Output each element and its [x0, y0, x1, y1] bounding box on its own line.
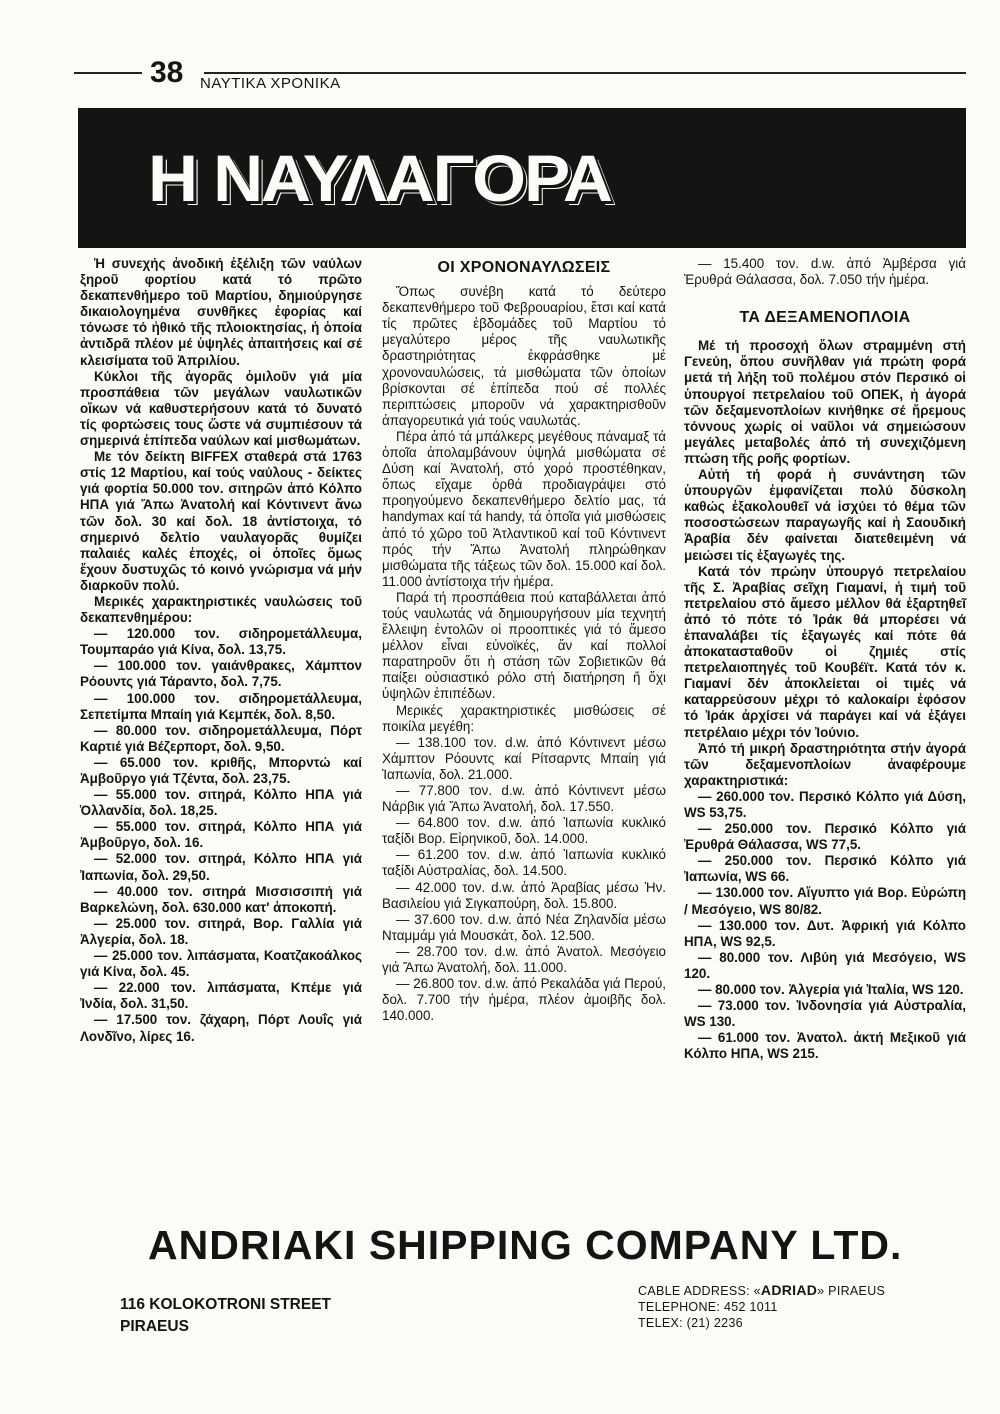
- charter-entry: — 65.000 τον. κριθῆς, Μπορντώ καί Ἀμβοῦργο γιά Τζέντα, δολ. 23,75.: [80, 754, 362, 786]
- tanker-entry: — 130.000 τον. Δυτ. Ἀφρική γιά Κόλπο ΗΠΑ, WS 92,5.: [684, 917, 966, 949]
- cable-suffix: » PIRAEUS: [817, 1284, 886, 1298]
- advertiser-company-name: ANDRIAKI SHIPPING COMPANY LTD.: [148, 1222, 903, 1268]
- charter-entry: — 120.000 τον. σιδηρομετάλλευμα, Τουμπαράο γιά Κίνα, δολ. 13,75.: [80, 626, 362, 658]
- timecharter-entry: — 77.800 τον. d.w. ἀπό Κόντινεντ μέσω Νάρβικ γιά Ἄπω Ἀνατολή, δολ. 17.550.: [382, 783, 666, 815]
- address-street: 116 KOLOKOTRONI STREET: [120, 1296, 332, 1313]
- telex: TELEX: (21) 2236: [638, 1316, 743, 1330]
- advertiser-contact: [638, 1282, 885, 1331]
- advertiser-address: [120, 1294, 331, 1338]
- cable-address: [638, 1282, 885, 1299]
- charter-entry: — 55.000 τον. σιτηρά, Κόλπο ΗΠΑ γιά Ἀμβοῦργο, δολ. 16.: [80, 819, 362, 851]
- section-heading-timecharters: ΟΙ ΧΡΟΝΟΝΑΥΛΩΣΕΙΣ: [437, 259, 611, 276]
- charter-entry: — 25.000 τον. λιπάσματα, Κοατζακοάλκος γιά Κίνα, δολ. 45.: [80, 948, 362, 980]
- charter-entry: — 80.000 τον. σιδηρομετάλλευμα, Πόρτ Καρτιέ γιά Βέζερπορτ, δολ. 9,50.: [80, 722, 362, 754]
- tanker-entry: — 61.000 τον. Ἀνατολ. ἀκτή Μεξικοῦ γιά Κόλπο ΗΠΑ, WS 215.: [684, 1030, 966, 1062]
- paragraph: Ἀπό τή μικρή δραστηριότητα στήν ἀγορά τῶν δεξαμενοπλοίων ἀναφέρουμε χαρακτηριστικά:: [684, 740, 966, 788]
- timecharter-entry: — 64.800 τον. d.w. ἀπό Ἰαπωνία κυκλικό ταξίδι Βορ. Εἰρηνικοῦ, δολ. 14.000.: [382, 815, 666, 847]
- tanker-entry: — 73.000 τον. Ἰνδονησία γιά Αὐστραλία, WS 130.: [684, 998, 966, 1030]
- header-rule-right: [204, 72, 966, 74]
- timecharter-entry: — 61.200 τον. d.w. ἀπό Ἰαπωνία κυκλικό ταξίδι Αὐστραλίας, δολ. 14.500.: [382, 847, 666, 879]
- column-right: [684, 256, 966, 1063]
- tanker-entry: — 80.000 τον. Ἀλγερία γιά Ἰταλία, WS 120.: [698, 982, 964, 998]
- timecharter-entry: — 26.800 τον. d.w. ἀπό Ρεκαλάδα γιά Περού, δολ. 7.700 τήν ἡμέρα, πλέον ἀμοιβῆς δολ. 140.000.: [382, 976, 666, 1024]
- section-heading-tankers: ΤΑ ΔΕΞΑΜΕΝΟΠΛΟΙΑ: [739, 309, 911, 327]
- paragraph: Αὐτή τή φορά ἡ συνάντηση τῶν ὑπουργῶν ἐμφανίζεται πολύ δύσκολη καθώς ἐξακολουθεῖ νά ἰσχύει τό θέμα τῶν ποσοστώσεων παραγωγῆς καί ἡ Σαουδική Ἀραβία δέν φαίνεται διατεθειμένη νά μειώσει τίς ἐξαγωγές της.: [684, 467, 966, 563]
- timecharter-entry: — 42.000 τον. d.w. ἀπό Ἀραβίας μέσω Ἠν. Βασιλείου γιά Σιγκαπούρη, δολ. 15.800.: [382, 879, 666, 911]
- column-left: [80, 256, 362, 1045]
- paragraph: Παρά τή προσπάθεια πού καταβάλλεται ἀπό τούς ναυλωτάς νά δημιουργήσουν μία τεχνητή ἔλλειψη ἐντολῶν οἱ προοπτικές γιά τό ἄμεσο μέλλον εἶναι εὐνοϊκές, ἄν καί πολλοί παρατηροῦν ὅτι ἡ στάση τῶν Σοβιετικῶν θά παίξει οὐσιαστικό ρόλο στή διατήρηση ἤ ὄχι ὑψηλῶν ἐπιπέδων.: [382, 589, 666, 702]
- paragraph: Πέρα ἀπό τά μπάλκερς μεγέθους πάναμαξ τά ὁποῖα ἀπολαμβάνουν ὑψηλά μισθώματα σέ Δύση καί Ἀνατολή, στό χορό προστέθηκαν, ὅπως εἴχαμε ὀρθά προδιαγράψει στό προηγούμενο δεκαπενθήμερο δελτίο μας, τά handymax καί τά handy, τά ὁποῖα γιά μισθώσεις ἀπό τό χῶρο τοῦ Ἀτλαντικοῦ καί τοῦ Κόντινεντ πρός τήν Ἄπω Ἀνατολή πληρώθηκαν μισθώματα τῆς τάξεως τῶν δολ. 15.000 καί δολ. 11.000 ἀντίστοιχα τήν ἡμέρα.: [382, 428, 666, 589]
- paragraph: Κατά τόν πρώην ὑπουργό πετρελαίου τῆς Σ. Ἀραβίας σεῖχη Γιαμανί, ἡ τιμή τοῦ πετρελαίου στό ἄμεσο μέλλον θά ἐξαρτηθεῖ ἀπό τό πότε τό Ἰράκ θά μπορέσει νά ἐπαναλάβει τίς ἐξαγωγές καί πότε θά ἀποκατασταθοῦν οἱ ζημιές στίς πετρελαιοπηγές τοῦ Κουβέϊτ. Κατά τόν κ. Γιαμανί δέν ἀποκλείεται οἱ τιμές νά καταρρεύσουν μέχρι τό καλοκαίρι ἐφόσον τό Ἰράκ ἀρχίσει νά παράγει καί νά ἐξάγει πετρέλαιο μέχρι τόν Ἰούνιο.: [684, 563, 966, 740]
- paragraph: Με τόν δείκτη BIFFEX σταθερά στά 1763 στίς 12 Μαρτίου, καί τούς ναύλους - δείκτες γιά φορτία 50.000 τον. σιτηρῶν ἀπό Κόλπο ΗΠΑ γιά Ἄπω Ἀνατολή καί Κόντινεντ ἄνω τῶν δολ. 30 καί δολ. 18 ἀντίστοιχα, τό σημερινό δελτίο ναυλαγορᾶς θυμίζει παλαιές καλές ἐποχές, οἱ ὁποῖες ὅμως ἔχουν δυστυχῶς τό κοινό γνώρισμα νά μήν διαρκοῦν πολύ.: [80, 449, 362, 593]
- charter-entry: — 52.000 τον. σιτηρά, Κόλπο ΗΠΑ γιά Ἰαπωνία, δολ. 29,50.: [80, 851, 362, 883]
- page-header: [74, 56, 966, 102]
- paragraph: Μέ τή προσοχή ὅλων στραμμένη στή Γενεύη, ὅπου συνῆλθαν γιά πρώτη φορά μετά τή λήξη τοῦ πολέμου στόν Περσικό οἱ ὑπουργοί πετρελαίου τοῦ ΟΠΕΚ, ἡ ἀγορά τῶν δεξαμενοπλοίων κινήθηκε σέ ἤρεμους τόννους χωρίς οἱ ναῦλοι νά σημειώσουν μεγάλες μεταβολές ἀπό τή συνεχιζόμενη πτώση τῆς ροῆς φορτίων.: [684, 338, 966, 466]
- charter-entry: — 22.000 τον. λιπάσματα, Κπέμε γιά Ἰνδία, δολ. 31,50.: [80, 980, 362, 1012]
- column-middle: [382, 256, 666, 1024]
- tanker-entry: — 260.000 τον. Περσικό Κόλπο γιά Δύση, WS 53,75.: [684, 788, 966, 820]
- charter-entry: — 40.000 τον. σιτηρά Μισσισσιπή γιά Βαρκελώνη, δολ. 630.000 κατ' ἀποκοπή.: [80, 883, 362, 915]
- address-city: PIRAEUS: [120, 1318, 189, 1335]
- charter-entry: — 17.500 τον. ζάχαρη, Πόρτ Λουΐς γιά Λονδῖνο, λίρες 16.: [80, 1012, 362, 1044]
- page-number: 38: [150, 56, 184, 89]
- tanker-entry: — 130.000 τον. Αἴγυπτο γιά Βορ. Εὐρώπη / Μεσόγειο, WS 80/82.: [684, 885, 966, 917]
- paragraph: Μερικές χαρακτηριστικές μισθώσεις σέ ποικίλα μεγέθη:: [382, 702, 666, 734]
- charter-entry: — 100.000 τον. γαιάνθρακες, Χάμπτον Ρόουντς γιά Τάραντο, δολ. 7,75.: [80, 658, 362, 690]
- section-banner: [78, 108, 966, 248]
- timecharter-entry: — 37.600 τον. d.w. ἀπό Νέα Ζηλανδία μέσω Νταμμάμ γιά Μουσκάτ, δολ. 12.500.: [382, 911, 666, 943]
- paragraph: Ὅπως συνέβη κατά τό δεύτερο δεκαπενθήμερο τοῦ Φεβρουαρίου, ἔτσι καί κατά τίς πρῶτες ἑβδομάδες τοῦ Μαρτίου τό μεγαλύτερο μέρος τῆς ναυλωτικῆς δραστηριότητας ἐκφράσθηκε μέ χρονοναυλώσεις, τά μισθώματα τῶν ὁποίων βρίσκονται σέ ἐπίπεδα πού σέ πολλές περιπτώσεις μποροῦν νά χαρακτηρισθοῦν ἀπαγορευτικά γιά τούς ναυλωτάς.: [382, 284, 666, 428]
- cable-prefix: CABLE ADDRESS: «: [638, 1284, 761, 1298]
- charter-entry: — 55.000 τον. σιτηρά, Κόλπο ΗΠΑ γιά Ὁλλανδία, δολ. 18,25.: [80, 787, 362, 819]
- section-title: Η ΝΑΥΛΑΓΟΡΑ: [148, 141, 611, 215]
- publication-name: ΝΑΥΤΙΚΑ ΧΡΟΝΙΚΑ: [200, 75, 341, 92]
- cable-name: ADRIAD: [760, 1282, 818, 1298]
- header-rule-left: [74, 72, 142, 74]
- tanker-entry: — 80.000 τον. Λιβύη γιά Μεσόγειο, WS 120.: [684, 949, 966, 981]
- charter-entry: — 100.000 τον. σιδηρομετάλλευμα, Σεπετίμπα Μπαίη γιά Κεμπέκ, δολ. 8,50.: [80, 690, 362, 722]
- timecharter-entry: — 15.400 τον. d.w. ἀπό Ἀμβέρσα γιά Ἐρυθρά Θάλασσα, δολ. 7.050 τήν ἡμέρα.: [684, 256, 966, 288]
- paragraph: Ἡ συνεχής ἀνοδική ἐξέλιξη τῶν ναύλων ξηροῦ φορτίου κατά τό πρῶτο δεκαπενθήμερο τοῦ Μαρτίου, δημιούργησε δικαιολογημένα συνθῆκες ἐφορίας καί τόνωσε τό ἠθικό τῆς πλοιοκτησίας, ἡ ὁποία ἀντιδρᾶ πλέον μέ ὑψηλές ἀπαιτήσεις καί σέ κλεισίματα τοῦ Ἀπριλίου.: [80, 256, 362, 368]
- timecharter-entry: — 138.100 τον. d.w. ἀπό Κόντινεντ μέσω Χάμπτον Ρόουντς καί Ρίτσαρντς Μπαίη γιά Ἰαπωνία, δολ. 21.000.: [382, 734, 666, 782]
- tanker-entry: — 250.000 τον. Περσικό Κόλπο γιά Ἰαπωνία, WS 66.: [684, 853, 966, 885]
- telephone: TELEPHONE: 452 1011: [638, 1300, 778, 1314]
- timecharter-entry: — 28.700 τον. d.w. ἀπό Ἀνατολ. Μεσόγειο γιά Ἄπω Ἀνατολή, δολ. 11.000.: [382, 943, 666, 976]
- tanker-entry: — 250.000 τον. Περσικό Κόλπο γιά Ἐρυθρά Θάλασσα, WS 77,5.: [684, 821, 966, 853]
- charter-entry: — 25.000 τον. σιτηρά, Βορ. Γαλλία γιά Ἀλγερία, δολ. 18.: [80, 915, 362, 947]
- paragraph: Κύκλοι τῆς ἀγορᾶς ὁμιλοῦν γιά μία προσπάθεια τῶν μεγάλων ναυλωτικῶν οἴκων νά καθυστερήσουν κατά τό δυνατό τίς φορτώσεις τους ὥστε νά συμπιέσουν τά σημερινά ἐπίπεδα ναύλων καί μισθωμάτων.: [80, 368, 362, 449]
- paragraph: Μερικές χαρακτηριστικές ναυλώσεις τοῦ δεκαπενθημέρου:: [80, 593, 362, 626]
